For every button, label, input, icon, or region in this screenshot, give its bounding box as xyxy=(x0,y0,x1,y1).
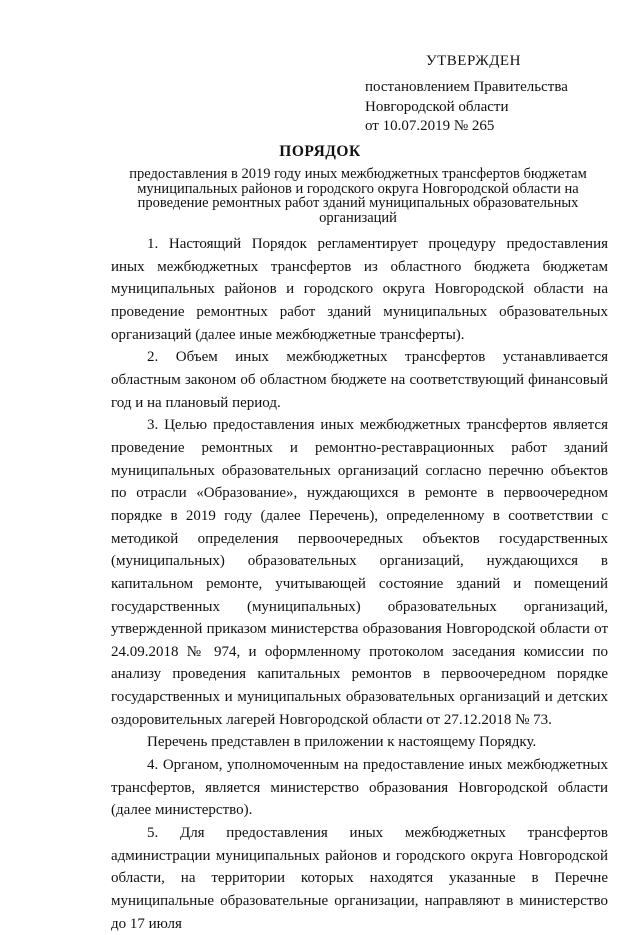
paragraph: 5. Для предоставления иных межбюджетных трансфертов администрации муниципальных районов и городского округа Новгородской области, на территории которых находятся указанные в Перечне муниципальные образовательные организации, направляют в министерство до 17 июля xyxy=(111,825,608,932)
document-title: ПОРЯДОК xyxy=(279,143,361,160)
approved-by-line: Новгородской области xyxy=(365,98,509,115)
document-subtitle: предоставления в 2019 году иных межбюджетных трансфертов бюджетам муниципальных районов и городского округа Новгородской области на проведение ремонтных работ зданий муниципальных образовательных организаций xyxy=(129,166,587,226)
approved-by-line: постановлением Правительства xyxy=(365,79,568,95)
document-body xyxy=(111,233,608,935)
paragraph: 1. Настоящий Порядок регламентирует процедуру предоставления иных межбюджетных трансфертов из областного бюджета бюджетам муниципальных районов и городского округа Новгородской области на проведение ремонтных работ зданий муниципальных образовательных организаций (далее иные межбюджетные трансферты). xyxy=(111,236,608,343)
approved-by-block xyxy=(365,78,568,137)
paragraph: Перечень представлен в приложении к настоящему Порядку. xyxy=(147,734,537,751)
paragraph: 2. Объем иных межбюджетных трансфертов устанавливается областным законом об областном бюджете на соответствующий финансовый год и на плановый период. xyxy=(111,349,608,411)
paragraph: 4. Органом, уполномоченным на предоставление иных межбюджетных трансфертов, является министерство образования Новгородской области (далее министерство). xyxy=(111,757,608,819)
approved-by-line: от 10.07.2019 № 265 xyxy=(365,118,495,134)
approved-label: УТВЕРЖДЕН xyxy=(426,53,521,69)
paragraph: 3. Целью предоставления иных межбюджетных трансфертов является проведение ремонтных и ремонтно-реставрационных работ зданий муниципальных образовательных организаций согласно перечню объектов по отрасли «Образование», нуждающихся в ремонте в первоочередном порядке в 2019 году (далее Перечень), определенному в соответствии с методикой определения первоочередных объектов государственных (муниципальных) образовательных организаций, нуждающихся в капитальном ремонте, учитывающей состояние зданий и помещений государственных (муниципальных) образовательных организаций, утвержденной приказом министерства образования Новгородской области от 24.09.2018 № 974, и оформленному протоколом заседания комиссии по анализу проведения капитальных ремонтов в первоочередном порядке государственных и муниципальных образовательных организаций и детских оздоровительных лагерей Новгородской области от 27.12.2018 № 73. xyxy=(111,417,608,728)
